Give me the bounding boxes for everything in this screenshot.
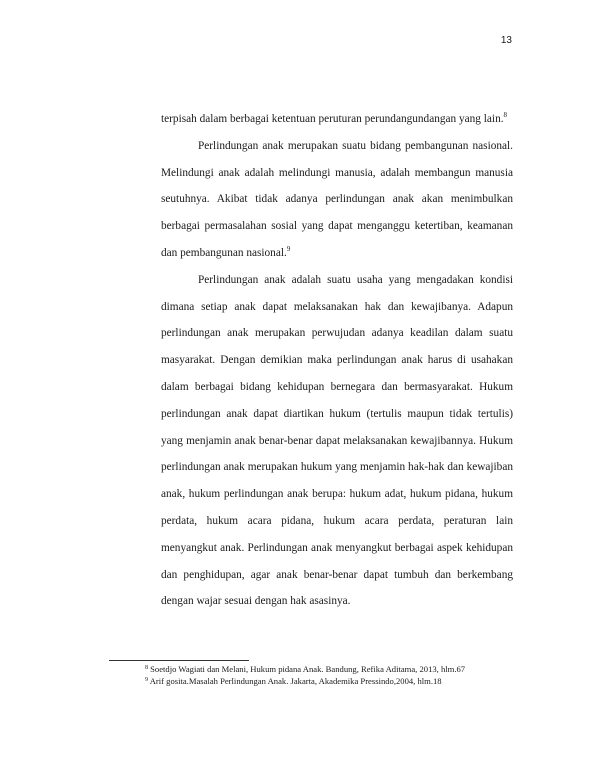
paragraph-text: terpisah dalam berbagai ketentuan peruturan perundangundangan yang lain. (161, 113, 504, 125)
paragraph-text: Perlindungan anak adalah suatu usaha yang mengadakan kondisi dimana setiap anak dapat melaksanakan hak dan kewajibanya. Adapun perlindungan anak merupakan perwujudan adanya keadilan dalam suatu masyarakat. Dengan demikian maka perlindungan anak harus di usahakan dalam berbagai bidang kehidupan bernegara dan bermasyarakat. Hukum perlindungan anak dapat diartikan hukum (tertulis maupun tidak tertulis) yang menjamin anak benar-benar dapat melaksanakan kewajibannya. Hukum perlindungan anak merupakan hukum yang menjamin hak-hak dan kewajiban anak, hukum perlindungan anak berupa: hukum adat, hukum pidana, hukum perdata, hukum acara pidana, hukum acara perdata, peraturan lain menyangkut anak. Perlindungan anak menyangkut berbagai aspek kehidupan dan penghidupan, agar anak benar-benar dapat tumbuh dan berkembang dengan wajar sesuai dengan hak asasinya. (161, 273, 513, 608)
footnote-item (145, 663, 525, 675)
paragraph-text: Perlindungan anak merupakan suatu bidang pembangunan nasional. Melindungi anak adalah melindungi manusia, adalah membangun manusia seutuhnya. Akibat tidak adanya perlindungan anak akan menimbulkan berbagai permasalahan sosial yang dapat menganggu ketertiban, keamanan dan pembangunan nasional. (161, 139, 513, 259)
footnote-number: 9 (145, 677, 148, 683)
footnote-item (145, 675, 525, 687)
footnote-number: 8 (145, 665, 148, 671)
paragraph-child-protection-definition (161, 267, 513, 615)
footnote-text: Arif gosita.Masalah Perlindungan Anak. Jakarta, Akademika Pressindo,2004, hlm.18 (149, 676, 442, 686)
page-number: 13 (500, 35, 512, 46)
paragraph-national-development (161, 133, 513, 267)
paragraph-continuation (161, 106, 513, 133)
footnote-ref[interactable]: 9 (286, 244, 291, 253)
footnotes (145, 663, 525, 687)
footnote-ref[interactable]: 8 (503, 111, 508, 119)
footnote-text: Soetdjo Wagiati dan Melani, Hukum pidana Anak. Bandung, Refika Aditama, 2013, hlm.67 (150, 664, 466, 674)
body-text (161, 106, 513, 615)
footnote-separator (109, 660, 249, 661)
